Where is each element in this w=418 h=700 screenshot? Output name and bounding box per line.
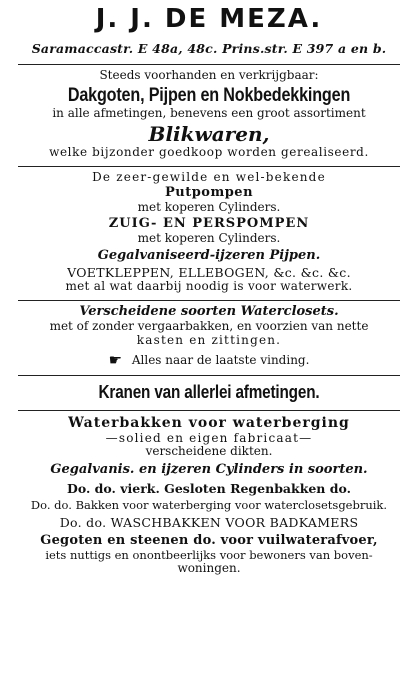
text-line: Alles naar de laatste vinding. xyxy=(131,352,310,367)
heading-kranen: Kranen van allerlei afmetingen. xyxy=(98,381,320,402)
text-line xyxy=(4,352,414,369)
heading-putpompen: Putpompen xyxy=(164,186,254,201)
text-line: met koperen Cylinders. xyxy=(137,232,281,246)
text-line: in alle afmetingen, benevens een groot assortiment xyxy=(52,107,366,121)
heading-zuig-persponpen: ZUIG- EN PERSPOMPEN xyxy=(108,217,310,232)
address-line: Saramaccastr. E 48a, 48c. Prins.str. E 397 a en b. xyxy=(31,42,387,56)
text-line: welke bijzonder goedkoop worden gerealiseerd. xyxy=(49,145,369,159)
text-line: met of zonder vergaarbakken, en voorzien van nette xyxy=(49,319,369,333)
text-line: woningen. xyxy=(177,562,241,576)
text-line: Do. do. Bakken voor waterberging voor waterclosetsgebruik. xyxy=(30,499,388,513)
divider xyxy=(18,375,400,376)
text-line: De zeer-gewilde en wel-bekende xyxy=(92,170,326,184)
section-waterclosets xyxy=(4,305,414,369)
text-line: Steeds voorhanden en verkrijgbaar: xyxy=(99,69,319,83)
divider xyxy=(18,64,400,65)
section-dakgoten xyxy=(4,69,414,159)
text-line: iets nuttigs en onontbeerlijks voor bewoners van boven- xyxy=(45,548,373,562)
divider xyxy=(18,166,400,167)
divider xyxy=(18,410,400,411)
text-line: VOETKLEPPEN, ELLEBOGEN, &c. &c. &c. xyxy=(67,265,351,280)
text-line: —solied en eigen fabricaat— xyxy=(105,431,313,445)
section-waterbakken xyxy=(4,415,414,576)
divider xyxy=(18,300,400,301)
text-line: Do. do. WASCHBAKKEN VOOR BADKAMERS xyxy=(59,515,359,530)
pointing-hand-icon: ☛ xyxy=(108,351,123,369)
company-title: J. J. DE MEZA. xyxy=(95,4,323,34)
heading-blikwaren: Blikwaren, xyxy=(148,122,270,146)
heading-waterclosets: Verscheidene soorten Waterclosets. xyxy=(79,304,339,319)
section-pompen xyxy=(4,171,414,294)
heading-cylinders: Gegalvanis. en ijzeren Cylinders in soorten. xyxy=(50,463,368,478)
heading-pijpen: Gegalvaniseerd-ijzeren Pijpen. xyxy=(97,248,321,263)
text-line: kasten en zittingen. xyxy=(136,333,282,347)
text-line: verscheidene dikten. xyxy=(145,445,273,459)
text-line: Gegoten en steenen do. voor vuilwaterafvoer, xyxy=(40,534,378,549)
heading-waterbakken: Waterbakken voor waterberging xyxy=(68,415,350,432)
text-line: met koperen Cylinders. xyxy=(137,201,281,215)
text-line: met al wat daarbij noodig is voor waterwerk. xyxy=(65,280,353,294)
heading-dakgoten: Dakgoten, Pijpen en Nokbedekkingen xyxy=(67,85,351,107)
text-line: Do. do. vierk. Gesloten Regenbakken do. xyxy=(67,482,351,497)
